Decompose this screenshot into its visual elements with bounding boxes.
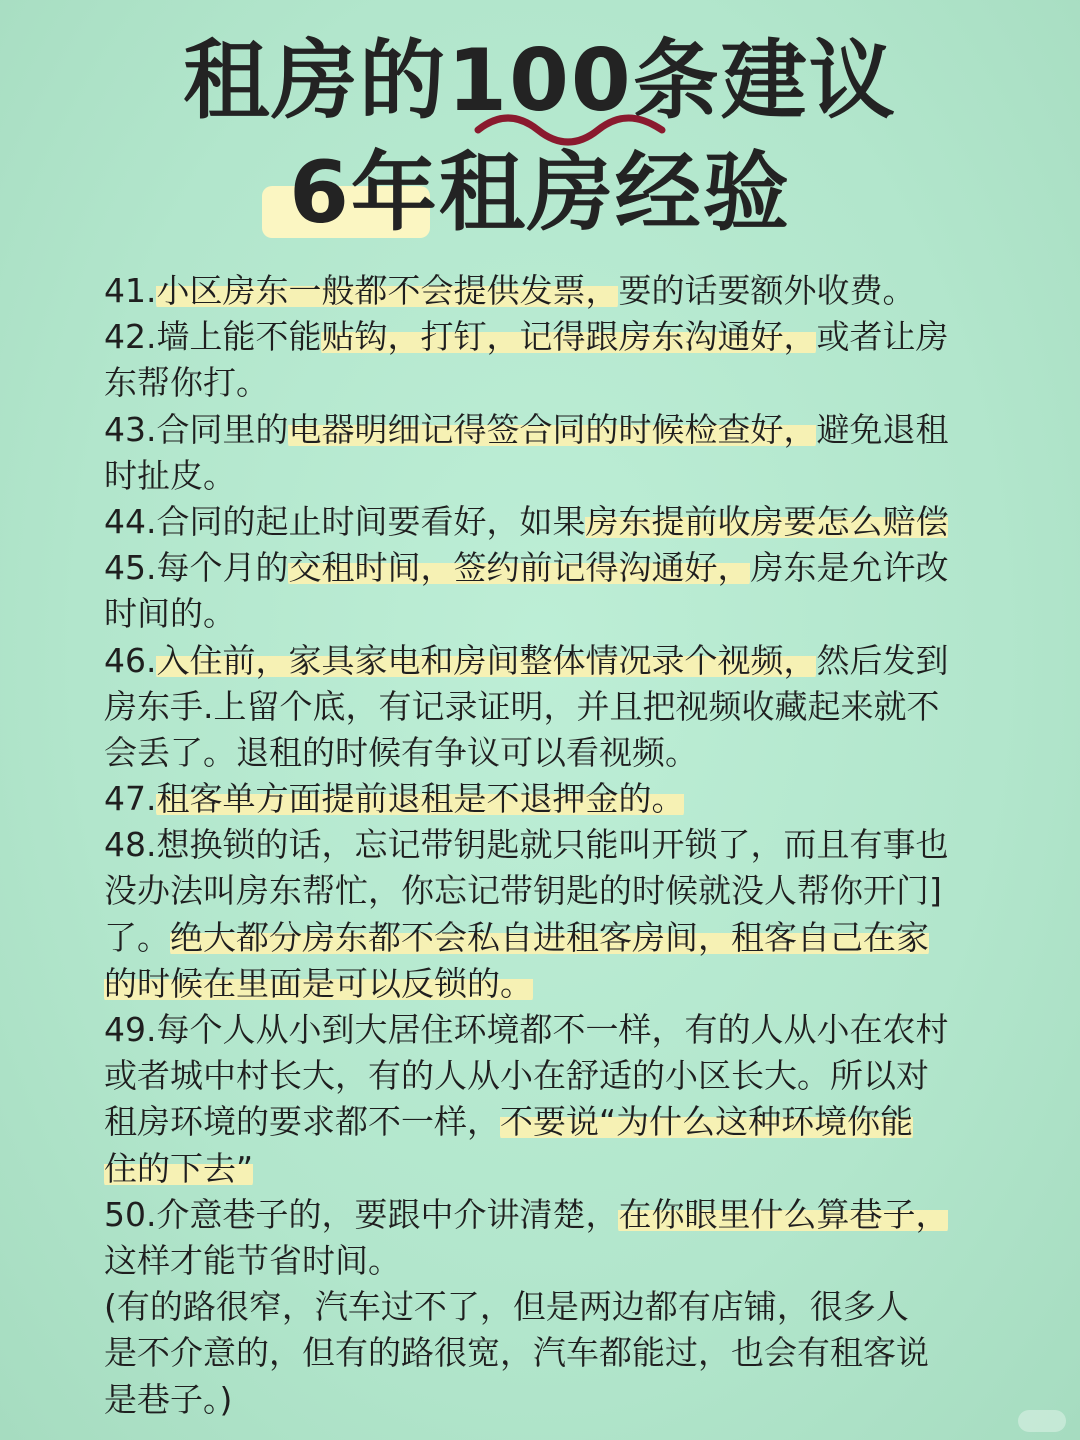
highlighted-text: 房东提前收房要怎么赔偿 [585,501,949,541]
text-line [104,1330,954,1376]
highlighted-text: 入住前，家具家电和房间整体情况录个视频， [156,640,817,680]
line-text: 42.墙上能不能 [104,317,322,357]
highlighted-text: 绝大都分房东都不会私自进租客房间，租客自己在家 [170,917,929,957]
text-line [104,1053,954,1099]
text-line [104,407,954,453]
highlighted-text: 的时候在里面是可以反锁的。 [104,963,533,1003]
text-line [104,638,954,684]
line-text: 47. [104,779,157,819]
text-line [104,360,954,406]
text-line [104,684,954,730]
text-line [104,961,954,1007]
line-text: 41. [104,271,157,310]
line-text: (有的路很窄，汽车过不了，但是两边都有店铺，很多人 [104,1287,909,1327]
highlighted-text: 交租时间，签约前记得沟通好， [288,548,751,588]
line-text: 租房环境的要求都不一样， [104,1102,500,1142]
text-line [104,1377,954,1423]
line-text: 这样才能节省时间。 [104,1240,401,1280]
line-text: 44.合同的起止时间要看好，如果 [104,501,586,541]
highlighted-text: 贴钩，打钉，记得跟房东沟通好， [321,317,817,357]
text-line [104,1238,954,1284]
highlighted-text: 租客单方面提前退租是不退押金的。 [156,779,685,819]
line-text: 或者城中村长大，有的人从小在舒适的小区长大。所以对 [104,1056,929,1096]
line-text: 50.介意巷子的，要跟中介讲清楚， [104,1194,619,1234]
line-text: 是不介意的，但有的路很宽，汽车都能过，也会有租客说 [104,1333,929,1373]
line-text: 时间的。 [104,594,236,634]
text-line [104,1007,954,1053]
text-line [104,1146,954,1192]
text-line [104,915,954,961]
highlighted-text: 电器明细记得签合同的时候检查好， [288,409,817,449]
text-line [104,1284,954,1330]
line-text: 东帮你打。 [104,363,269,403]
line-text: 没办法叫房东帮忙，你忘记带钥匙的时候就没人帮你开门] [104,871,942,911]
line-text: 要的话要额外收费。 [618,271,916,310]
text-line [104,776,954,822]
line-text: 房东是允许改 [750,548,949,588]
highlighted-text: 不要说“为什么这种环境你能 [500,1102,914,1142]
highlighted-text: 小区房东一般都不会提供发票， [156,271,619,310]
line-text: 然后发到 [816,640,949,680]
page-subtitle: 6年租房经验 [289,143,791,243]
text-line [104,268,954,314]
watermark-badge [1018,1410,1066,1432]
line-text: 了。 [104,917,170,957]
line-text: 46. [104,640,157,680]
line-text: 或者让房 [816,317,949,357]
text-line [104,822,954,868]
text-line [104,730,954,776]
line-text: 48.想换锁的话，忘记带钥匙就只能叫开锁了，而且有事也 [104,825,949,865]
tips-body [104,268,954,1423]
line-text: 会丢了。退租的时候有争议可以看视频。 [104,732,698,772]
line-text: 房东手.上留个底，有记录证明，并且把视频收藏起来就不 [104,686,940,726]
text-line [104,591,954,637]
text-line [104,868,954,914]
line-text: 避免退租 [816,409,949,449]
page-title: 租房的100条建议 [183,31,897,131]
highlighted-text: 住的下去” [104,1148,254,1188]
text-line [104,1192,954,1238]
highlighted-text: 在你眼里什么算巷子， [618,1194,949,1234]
text-line [104,545,954,591]
text-line [104,453,954,499]
line-text: 是巷子。) [104,1379,233,1419]
text-line [104,1099,954,1145]
text-line [104,499,954,545]
line-text: 49.每个人从小到大居住环境都不一样，有的人从小在农村 [104,1010,949,1049]
line-text: 时扯皮。 [104,455,236,495]
line-text: 43.合同里的 [104,409,289,449]
text-line [104,314,954,360]
line-text: 45.每个月的 [104,548,289,588]
